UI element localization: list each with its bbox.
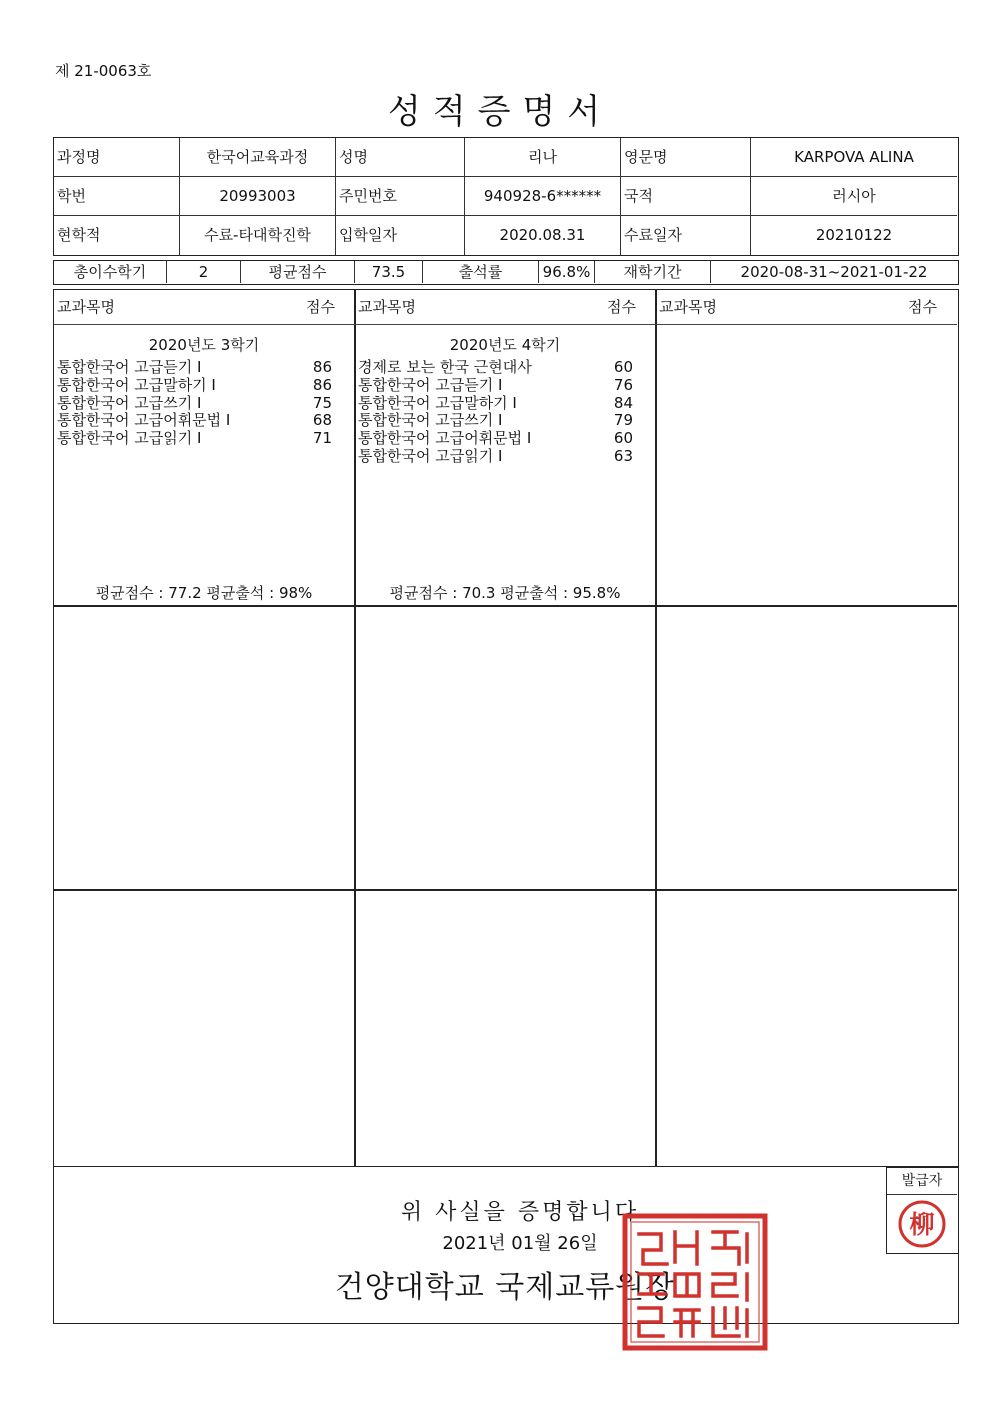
total-terms-value: 2 bbox=[167, 261, 241, 283]
course-name: 통합한국어 고급쓰기 I bbox=[358, 411, 503, 429]
course-score: 60 bbox=[613, 429, 633, 447]
course-label: 과정명 bbox=[54, 138, 180, 177]
course-name: 통합한국어 고급쓰기 I bbox=[57, 394, 202, 412]
student-id-value: 20993003 bbox=[180, 177, 336, 216]
course-name: 통합한국어 고급말하기 I bbox=[57, 376, 216, 394]
grid-divider bbox=[655, 290, 657, 1166]
admission-date-value: 2020.08.31 bbox=[465, 216, 621, 255]
course-name: 통합한국어 고급어휘문법 I bbox=[358, 429, 532, 447]
subject-header: 교과목명 bbox=[659, 298, 717, 316]
course-score: 71 bbox=[312, 429, 332, 447]
study-period-value: 2020-08-31~2021-01-22 bbox=[740, 263, 928, 281]
average-score-value: 73.5 bbox=[355, 261, 423, 283]
score-header: 점수 bbox=[607, 298, 636, 316]
subject-header: 교과목명 bbox=[57, 298, 115, 316]
course-name: 통합한국어 고급듣기 I bbox=[358, 376, 503, 394]
grid-divider bbox=[54, 889, 957, 891]
average-score-label: 평균점수 bbox=[241, 261, 355, 283]
total-terms-label: 총이수학기 bbox=[54, 261, 167, 283]
course-name: 통합한국어 고급어휘문법 I bbox=[57, 411, 231, 429]
course-score: 86 bbox=[312, 376, 332, 394]
course-score: 60 bbox=[613, 358, 633, 376]
grid-divider bbox=[354, 290, 356, 1166]
course-name: 통합한국어 고급읽기 I bbox=[358, 447, 503, 465]
study-period-label: 재학기간 bbox=[595, 261, 711, 283]
score-header: 점수 bbox=[908, 298, 937, 316]
resident-number-label: 주민번호 bbox=[336, 177, 465, 216]
course-name: 통합한국어 고급말하기 I bbox=[358, 394, 517, 412]
course-score: 63 bbox=[613, 447, 633, 465]
semester-average: 평균점수 : 77.2 평균출석 : 98% bbox=[95, 584, 313, 602]
resident-number-value: 940928-6****** bbox=[465, 177, 621, 216]
name-value: 리나 bbox=[465, 138, 621, 177]
course-name: 통합한국어 고급듣기 I bbox=[57, 358, 202, 376]
semester-average: 평균점수 : 70.3 평균출석 : 95.8% bbox=[389, 584, 621, 602]
completion-date-value: 20210122 bbox=[815, 226, 893, 244]
semester-title: 2020년도 3학기 bbox=[148, 336, 260, 354]
semester-title: 2020년도 4학기 bbox=[449, 336, 561, 354]
completion-date-label: 수료일자 bbox=[621, 216, 751, 255]
name-label: 성명 bbox=[336, 138, 465, 177]
header-divider bbox=[54, 324, 957, 325]
issuer-seal-char: 柳 bbox=[909, 1210, 935, 1239]
student-id-label: 학번 bbox=[54, 177, 180, 216]
grade-grid bbox=[53, 289, 959, 1167]
issuer-label: 발급자 bbox=[887, 1168, 957, 1195]
grid-divider bbox=[54, 605, 957, 607]
course-score: 75 bbox=[312, 394, 332, 412]
summary-strip bbox=[53, 260, 959, 285]
attendance-value: 96.8% bbox=[539, 261, 595, 283]
course-score: 68 bbox=[312, 411, 332, 429]
document-number: 제 21-0063호 bbox=[55, 62, 152, 80]
issuer-seal-icon bbox=[887, 1195, 957, 1253]
course-score: 76 bbox=[613, 376, 633, 394]
course-score: 79 bbox=[613, 411, 633, 429]
certification-statement: 위 사실을 증명합니다 bbox=[400, 1200, 640, 1225]
score-header: 점수 bbox=[306, 298, 335, 316]
course-score: 84 bbox=[613, 394, 633, 412]
subject-header: 교과목명 bbox=[358, 298, 416, 316]
status-label: 현학적 bbox=[54, 216, 180, 255]
course-score: 86 bbox=[312, 358, 332, 376]
student-info-table bbox=[53, 137, 959, 256]
english-name-label: 영문명 bbox=[621, 138, 751, 177]
status-value: 수료-타대학진학 bbox=[180, 216, 336, 255]
attendance-label: 출석률 bbox=[423, 261, 539, 283]
issuer-box bbox=[886, 1167, 959, 1254]
nationality-label: 국적 bbox=[621, 177, 751, 216]
nationality-value: 러시아 bbox=[751, 177, 957, 216]
course-name: 경제로 보는 한국 근현대사 bbox=[358, 358, 532, 376]
document-title: 성적증명서 bbox=[387, 92, 613, 132]
admission-date-label: 입학일자 bbox=[336, 216, 465, 255]
issue-date: 2021년 01월 26일 bbox=[442, 1233, 598, 1254]
official-seal-icon bbox=[621, 1212, 769, 1352]
english-name-value: KARPOVA ALINA bbox=[751, 138, 957, 177]
course-name: 통합한국어 고급읽기 I bbox=[57, 429, 202, 447]
course-value: 한국어교육과정 bbox=[180, 138, 336, 177]
issuer-name: 건양대학교 국제교류원장 bbox=[334, 1270, 676, 1305]
